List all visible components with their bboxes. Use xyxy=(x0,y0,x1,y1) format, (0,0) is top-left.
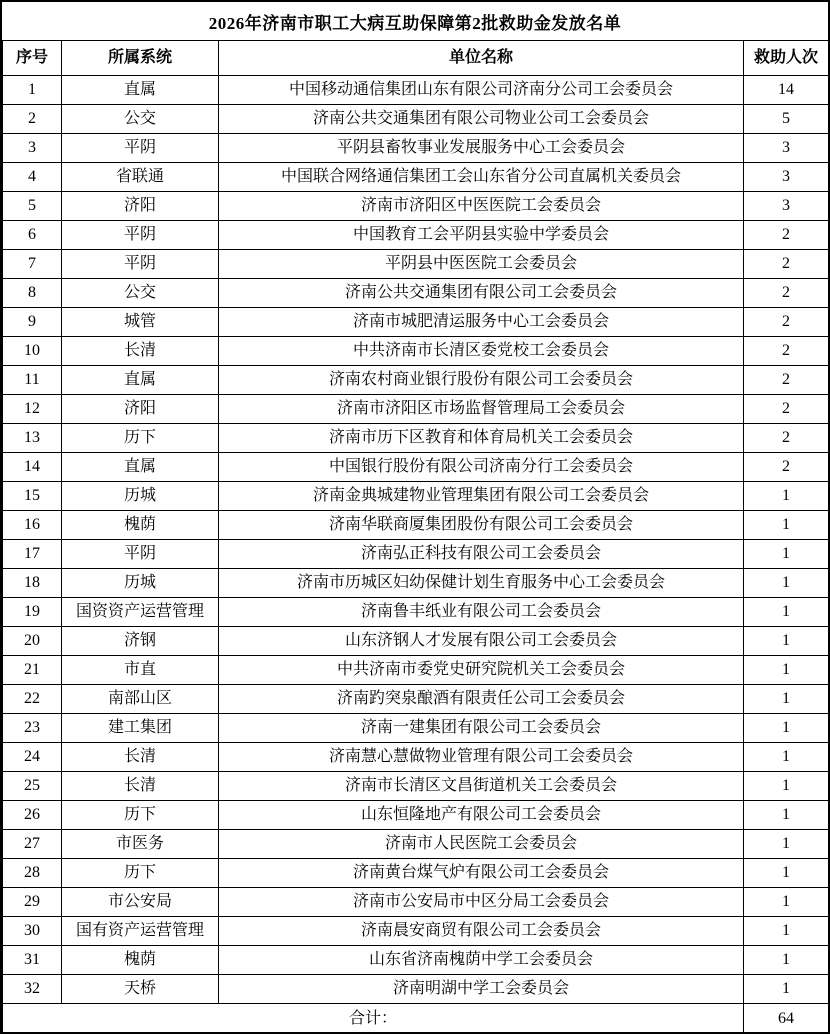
cell-system: 国有资产运营管理 xyxy=(62,917,219,946)
cell-unit-name: 济南市济阳区中医医院工会委员会 xyxy=(219,192,744,221)
cell-system: 平阴 xyxy=(62,250,219,279)
cell-unit-name: 山东省济南槐荫中学工会委员会 xyxy=(219,946,744,975)
table-row xyxy=(3,569,829,598)
cell-system: 济阳 xyxy=(62,395,219,424)
cell-aid-count: 3 xyxy=(744,163,829,192)
table-row xyxy=(3,540,829,569)
table-row xyxy=(3,743,829,772)
cell-serial-number: 27 xyxy=(3,830,62,859)
cell-aid-count: 2 xyxy=(744,424,829,453)
cell-unit-name: 济南市人民医院工会委员会 xyxy=(219,830,744,859)
cell-unit-name: 济南市城肥清运服务中心工会委员会 xyxy=(219,308,744,337)
table-row xyxy=(3,772,829,801)
total-value: 64 xyxy=(744,1004,829,1034)
cell-aid-count: 2 xyxy=(744,250,829,279)
table-row xyxy=(3,946,829,975)
cell-serial-number: 7 xyxy=(3,250,62,279)
cell-serial-number: 32 xyxy=(3,975,62,1004)
cell-serial-number: 18 xyxy=(3,569,62,598)
cell-serial-number: 19 xyxy=(3,598,62,627)
table-row xyxy=(3,830,829,859)
cell-aid-count: 1 xyxy=(744,859,829,888)
cell-aid-count: 3 xyxy=(744,134,829,163)
total-label: 合计： xyxy=(3,1004,744,1034)
table-body xyxy=(3,76,829,1004)
cell-unit-name: 中共济南市委党史研究院机关工会委员会 xyxy=(219,656,744,685)
cell-unit-name: 济南金典城建物业管理集团有限公司工会委员会 xyxy=(219,482,744,511)
table-row xyxy=(3,656,829,685)
cell-serial-number: 1 xyxy=(3,76,62,105)
col-header-count: 救助人次 xyxy=(744,41,829,76)
cell-system: 济钢 xyxy=(62,627,219,656)
table-row xyxy=(3,279,829,308)
table-row xyxy=(3,424,829,453)
cell-serial-number: 10 xyxy=(3,337,62,366)
cell-serial-number: 22 xyxy=(3,685,62,714)
cell-aid-count: 1 xyxy=(744,830,829,859)
table-row xyxy=(3,482,829,511)
cell-system: 省联通 xyxy=(62,163,219,192)
cell-serial-number: 26 xyxy=(3,801,62,830)
cell-unit-name: 济南慧心慧做物业管理有限公司工会委员会 xyxy=(219,743,744,772)
cell-system: 历下 xyxy=(62,424,219,453)
table-row xyxy=(3,366,829,395)
table-row xyxy=(3,250,829,279)
cell-unit-name: 济南趵突泉酿酒有限责任公司工会委员会 xyxy=(219,685,744,714)
cell-unit-name: 济南黄台煤气炉有限公司工会委员会 xyxy=(219,859,744,888)
cell-serial-number: 5 xyxy=(3,192,62,221)
cell-system: 历城 xyxy=(62,482,219,511)
cell-unit-name: 济南市历下区教育和体育局机关工会委员会 xyxy=(219,424,744,453)
cell-system: 公交 xyxy=(62,105,219,134)
table-row xyxy=(3,888,829,917)
cell-system: 槐荫 xyxy=(62,511,219,540)
cell-system: 直属 xyxy=(62,366,219,395)
cell-unit-name: 中国银行股份有限公司济南分行工会委员会 xyxy=(219,453,744,482)
cell-serial-number: 3 xyxy=(3,134,62,163)
cell-system: 历下 xyxy=(62,801,219,830)
table-row xyxy=(3,685,829,714)
cell-system: 市医务 xyxy=(62,830,219,859)
table-row xyxy=(3,134,829,163)
cell-unit-name: 济南明湖中学工会委员会 xyxy=(219,975,744,1004)
cell-system: 天桥 xyxy=(62,975,219,1004)
cell-unit-name: 中国联合网络通信集团工会山东省分公司直属机关委员会 xyxy=(219,163,744,192)
cell-aid-count: 2 xyxy=(744,279,829,308)
cell-serial-number: 23 xyxy=(3,714,62,743)
cell-unit-name: 中国移动通信集团山东有限公司济南分公司工会委员会 xyxy=(219,76,744,105)
table-row xyxy=(3,627,829,656)
cell-system: 公交 xyxy=(62,279,219,308)
page-title: 2026年济南市职工大病互助保障第2批救助金发放名单 xyxy=(208,13,622,33)
table-row xyxy=(3,511,829,540)
cell-system: 长清 xyxy=(62,337,219,366)
cell-system: 建工集团 xyxy=(62,714,219,743)
cell-serial-number: 15 xyxy=(3,482,62,511)
table-row xyxy=(3,76,829,105)
header-row xyxy=(3,41,829,76)
cell-serial-number: 2 xyxy=(3,105,62,134)
cell-aid-count: 2 xyxy=(744,453,829,482)
col-header-unit: 单位名称 xyxy=(219,41,744,76)
table-row xyxy=(3,801,829,830)
cell-unit-name: 平阴县中医医院工会委员会 xyxy=(219,250,744,279)
total-row xyxy=(3,1004,829,1034)
cell-aid-count: 1 xyxy=(744,482,829,511)
table-row xyxy=(3,859,829,888)
aid-distribution-table xyxy=(2,40,829,1034)
cell-serial-number: 31 xyxy=(3,946,62,975)
table-row xyxy=(3,598,829,627)
cell-system: 直属 xyxy=(62,453,219,482)
cell-aid-count: 1 xyxy=(744,743,829,772)
cell-serial-number: 4 xyxy=(3,163,62,192)
cell-serial-number: 17 xyxy=(3,540,62,569)
cell-unit-name: 中共济南市长清区委党校工会委员会 xyxy=(219,337,744,366)
cell-system: 城管 xyxy=(62,308,219,337)
cell-aid-count: 2 xyxy=(744,395,829,424)
cell-aid-count: 1 xyxy=(744,975,829,1004)
cell-aid-count: 1 xyxy=(744,772,829,801)
cell-aid-count: 1 xyxy=(744,511,829,540)
cell-aid-count: 1 xyxy=(744,685,829,714)
cell-unit-name: 济南一建集团有限公司工会委员会 xyxy=(219,714,744,743)
cell-system: 长清 xyxy=(62,772,219,801)
cell-aid-count: 1 xyxy=(744,801,829,830)
cell-unit-name: 济南公共交通集团有限公司工会委员会 xyxy=(219,279,744,308)
cell-system: 槐荫 xyxy=(62,946,219,975)
cell-aid-count: 2 xyxy=(744,221,829,250)
table-row xyxy=(3,192,829,221)
cell-aid-count: 1 xyxy=(744,627,829,656)
cell-aid-count: 3 xyxy=(744,192,829,221)
cell-aid-count: 5 xyxy=(744,105,829,134)
cell-unit-name: 济南农村商业银行股份有限公司工会委员会 xyxy=(219,366,744,395)
cell-serial-number: 14 xyxy=(3,453,62,482)
cell-unit-name: 济南鲁丰纸业有限公司工会委员会 xyxy=(219,598,744,627)
cell-serial-number: 6 xyxy=(3,221,62,250)
cell-serial-number: 16 xyxy=(3,511,62,540)
cell-serial-number: 24 xyxy=(3,743,62,772)
cell-unit-name: 山东恒隆地产有限公司工会委员会 xyxy=(219,801,744,830)
cell-serial-number: 21 xyxy=(3,656,62,685)
cell-aid-count: 1 xyxy=(744,917,829,946)
cell-system: 历下 xyxy=(62,859,219,888)
table-row xyxy=(3,105,829,134)
cell-system: 市直 xyxy=(62,656,219,685)
table-row xyxy=(3,975,829,1004)
cell-unit-name: 平阴县畜牧事业发展服务中心工会委员会 xyxy=(219,134,744,163)
cell-unit-name: 中国教育工会平阴县实验中学委员会 xyxy=(219,221,744,250)
cell-aid-count: 1 xyxy=(744,598,829,627)
cell-system: 济阳 xyxy=(62,192,219,221)
cell-unit-name: 济南市公安局市中区分局工会委员会 xyxy=(219,888,744,917)
cell-serial-number: 28 xyxy=(3,859,62,888)
cell-aid-count: 1 xyxy=(744,946,829,975)
cell-aid-count: 2 xyxy=(744,337,829,366)
table-row xyxy=(3,163,829,192)
col-header-system: 所属系统 xyxy=(62,41,219,76)
cell-aid-count: 1 xyxy=(744,569,829,598)
cell-system: 平阴 xyxy=(62,134,219,163)
cell-unit-name: 济南华联商厦集团股份有限公司工会委员会 xyxy=(219,511,744,540)
cell-system: 南部山区 xyxy=(62,685,219,714)
cell-aid-count: 14 xyxy=(744,76,829,105)
cell-system: 平阴 xyxy=(62,221,219,250)
cell-serial-number: 12 xyxy=(3,395,62,424)
table-row xyxy=(3,917,829,946)
cell-system: 历城 xyxy=(62,569,219,598)
table-row xyxy=(3,395,829,424)
cell-system: 平阴 xyxy=(62,540,219,569)
cell-aid-count: 2 xyxy=(744,308,829,337)
cell-unit-name: 济南市济阳区市场监督管理局工会委员会 xyxy=(219,395,744,424)
cell-unit-name: 济南市长清区文昌街道机关工会委员会 xyxy=(219,772,744,801)
cell-serial-number: 20 xyxy=(3,627,62,656)
cell-unit-name: 山东济钢人才发展有限公司工会委员会 xyxy=(219,627,744,656)
table-row xyxy=(3,714,829,743)
cell-system: 直属 xyxy=(62,76,219,105)
cell-aid-count: 2 xyxy=(744,366,829,395)
cell-serial-number: 29 xyxy=(3,888,62,917)
cell-system: 长清 xyxy=(62,743,219,772)
cell-aid-count: 1 xyxy=(744,656,829,685)
cell-system: 市公安局 xyxy=(62,888,219,917)
cell-unit-name: 济南弘正科技有限公司工会委员会 xyxy=(219,540,744,569)
cell-unit-name: 济南公共交通集团有限公司物业公司工会委员会 xyxy=(219,105,744,134)
cell-aid-count: 1 xyxy=(744,540,829,569)
col-header-serial: 序号 xyxy=(3,41,62,76)
cell-serial-number: 8 xyxy=(3,279,62,308)
cell-serial-number: 30 xyxy=(3,917,62,946)
table-row xyxy=(3,337,829,366)
cell-serial-number: 11 xyxy=(3,366,62,395)
cell-system: 国资资产运营管理 xyxy=(62,598,219,627)
table-row xyxy=(3,453,829,482)
cell-unit-name: 济南市历城区妇幼保健计划生育服务中心工会委员会 xyxy=(219,569,744,598)
cell-serial-number: 13 xyxy=(3,424,62,453)
cell-serial-number: 9 xyxy=(3,308,62,337)
table-row xyxy=(3,308,829,337)
cell-unit-name: 济南晨安商贸有限公司工会委员会 xyxy=(219,917,744,946)
table-row xyxy=(3,221,829,250)
cell-aid-count: 1 xyxy=(744,888,829,917)
cell-serial-number: 25 xyxy=(3,772,62,801)
cell-aid-count: 1 xyxy=(744,714,829,743)
